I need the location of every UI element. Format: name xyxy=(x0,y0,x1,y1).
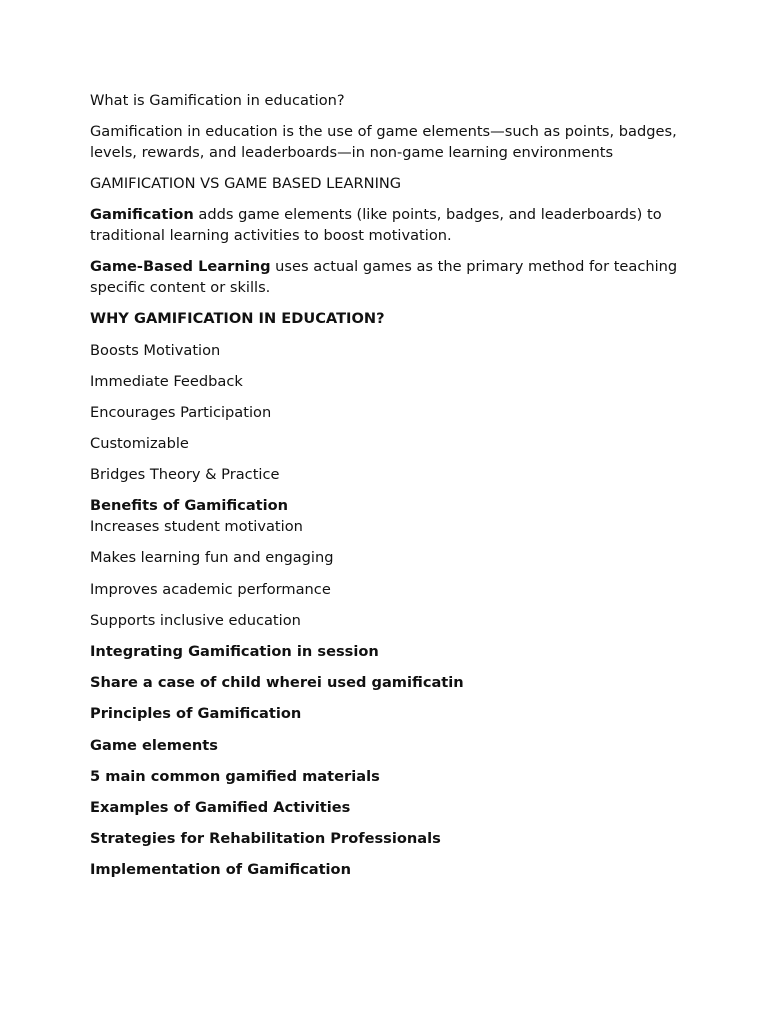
topic-heading: 5 main common gamified materials xyxy=(90,767,380,785)
why-item: Boosts Motivation xyxy=(90,341,221,359)
vs-heading: GAMIFICATION VS GAME BASED LEARNING xyxy=(90,175,402,193)
gamification-definition: Gamification in education is the use of game elements—such as points, badges, levels, rewards, and leaderboards—in non-game learning environments xyxy=(90,123,677,161)
topic-heading: Integrating Gamification in session xyxy=(90,643,379,660)
game-based-learning-description: uses actual games as the primary method for teaching specific content or skills. xyxy=(90,258,678,297)
document-page xyxy=(90,91,680,892)
question-what-is-gamification: What is Gamification in education? xyxy=(90,92,345,109)
benefits-heading: Benefits of Gamification xyxy=(90,497,289,515)
benefit-item: Makes learning fun and engaging xyxy=(90,549,334,567)
why-item: Bridges Theory & Practice xyxy=(90,466,280,484)
topic-heading: Share a case of child wherei used gamificatin xyxy=(90,674,464,692)
game-based-learning-term: Game-Based Learning xyxy=(90,258,271,276)
gamification-description: adds game elements (like points, badges, and leaderboards) to traditional learning activities to boost motivation. xyxy=(90,206,662,245)
topic-heading: Strategies for Rehabilitation Professionals xyxy=(90,830,441,848)
benefit-item: Improves academic performance xyxy=(90,580,331,598)
gamification-paragraph xyxy=(90,205,680,247)
benefit-item: Supports inclusive education xyxy=(90,611,301,629)
benefit-item: Increases student motivation xyxy=(90,518,303,536)
game-based-learning-paragraph xyxy=(90,257,680,299)
topic-heading: Implementation of Gamification xyxy=(90,861,351,879)
topic-heading: Principles of Gamification xyxy=(90,705,302,723)
topic-heading: Examples of Gamified Activities xyxy=(90,798,351,816)
why-item: Customizable xyxy=(90,435,189,453)
gamification-term: Gamification xyxy=(90,206,194,224)
why-item: Immediate Feedback xyxy=(90,372,243,390)
why-gamification-heading: WHY GAMIFICATION IN EDUCATION? xyxy=(90,310,385,328)
topic-heading: Game elements xyxy=(90,736,218,754)
why-item: Encourages Participation xyxy=(90,403,272,421)
